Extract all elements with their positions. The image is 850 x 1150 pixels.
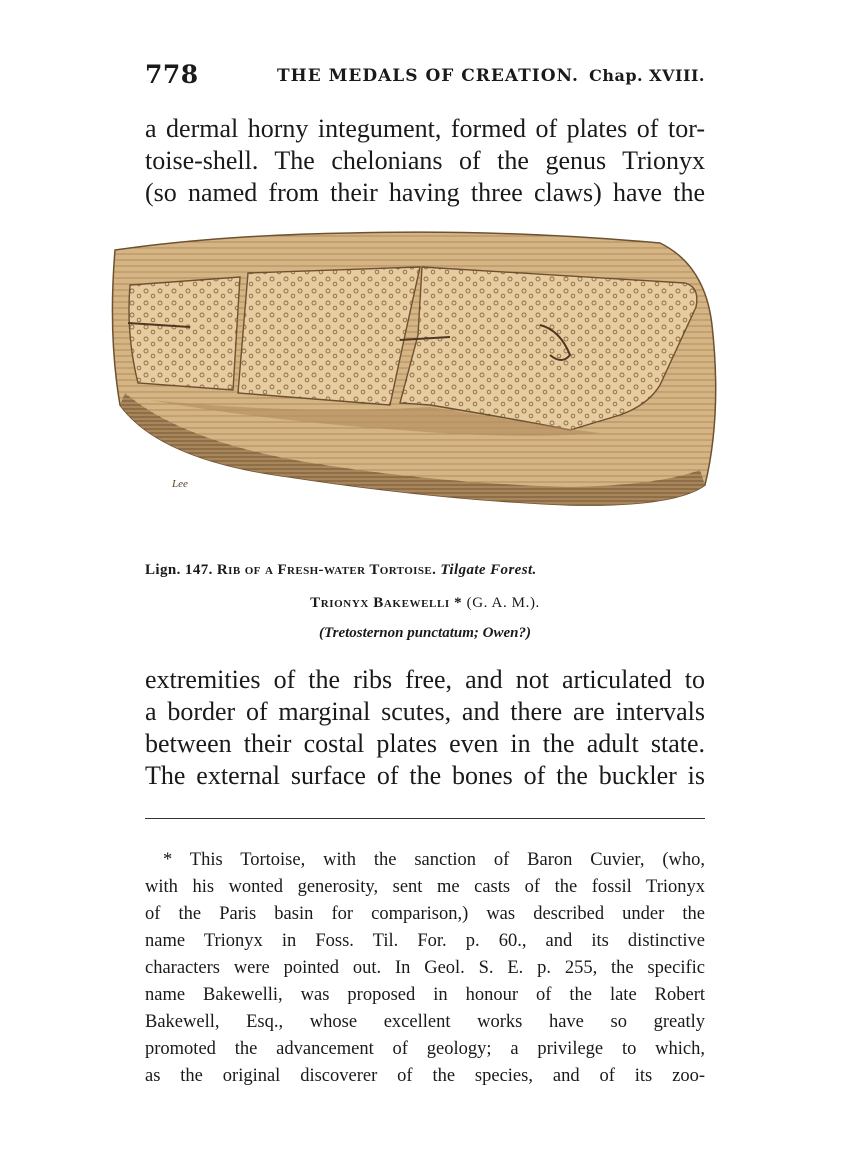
chapter-label: Chap. XVIII. xyxy=(589,66,705,85)
figure-caption-synonym: (Tretosternon punctatum; Owen?) xyxy=(319,625,531,641)
running-title: THE MEDALS OF CREATION. xyxy=(277,66,579,86)
text-line: (so named from their having three claws) have the xyxy=(145,178,705,207)
footnote-divider xyxy=(145,818,705,819)
artist-signature: Lee xyxy=(172,478,188,490)
top-paragraph xyxy=(145,113,705,209)
figure-title: Rib of a Fresh-water Tortoise. xyxy=(216,562,437,578)
footnote-line: characters were pointed out. In Geol. S. E. p. 255, the specific xyxy=(145,958,705,978)
text-line: The external surface of the bones of the buckler is xyxy=(145,761,705,790)
footnote-line: * This Tortoise, with the sanction of Baron Cuvier, (who, xyxy=(163,850,705,870)
text-line: between their costal plates even in the adult state. xyxy=(145,729,705,758)
page-number: 778 xyxy=(145,60,199,89)
footnote-line: Bakewell, Esq., whose excellent works have so greatly xyxy=(145,1012,705,1032)
footnote-line: as the original discoverer of the species, and of its zoo- xyxy=(145,1066,705,1086)
species-name: Trionyx Bakewelli * xyxy=(310,595,463,611)
text-line: toise-shell. The chelonians of the genus Trionyx xyxy=(145,146,705,175)
figure-label: Lign. 147. xyxy=(145,562,213,578)
species-authority: (G. A. M.). xyxy=(466,595,540,611)
text-line: extremities of the ribs free, and not articulated to xyxy=(145,665,705,694)
figure-caption-title xyxy=(145,562,705,579)
footnote-line: of the Paris basin for comparison,) was described under the xyxy=(145,904,705,924)
text-line: a dermal horny integument, formed of plates of tor- xyxy=(145,114,705,143)
figure-caption-species xyxy=(145,595,705,612)
footnote-line: name Trionyx in Foss. Til. For. p. 60., and its distinctive xyxy=(145,931,705,951)
text-line: a border of marginal scutes, and there are intervals xyxy=(145,697,705,726)
footnote-line: with his wonted generosity, sent me casts of the fossil Trionyx xyxy=(145,877,705,897)
page-header xyxy=(145,60,705,94)
fossil-illustration xyxy=(100,215,725,520)
footnote-line: promoted the advancement of geology; a privilege to which, xyxy=(145,1039,705,1059)
footnote xyxy=(145,847,705,1090)
footnote-line: name Bakewelli, was proposed in honour of the late Robert xyxy=(145,985,705,1005)
bottom-paragraph xyxy=(145,664,705,792)
fossil-rib-engraving-icon xyxy=(100,215,725,520)
figure-locality: Tilgate Forest. xyxy=(440,562,537,578)
